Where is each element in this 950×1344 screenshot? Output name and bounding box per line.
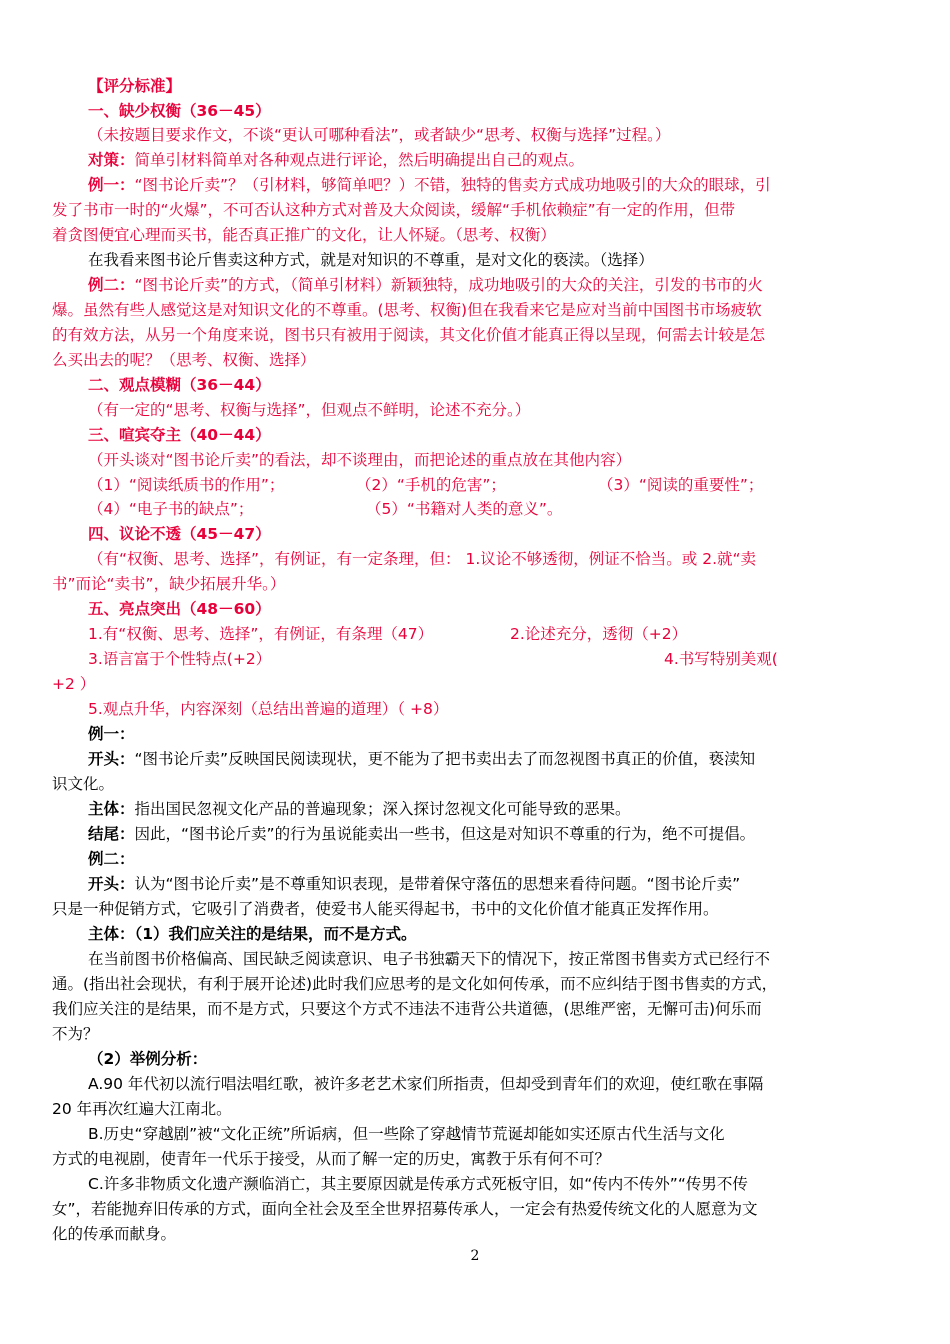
text-run: （3）“阅读的重要性”；: [598, 476, 764, 494]
text-line-ex-a-title: [88, 723, 135, 745]
text-line-s5-i2: [510, 623, 687, 645]
text-line-ex-b-title: [88, 848, 135, 870]
text-run: 一、缺少权衡（36－45）: [88, 102, 271, 120]
text-run: 例一：: [88, 725, 135, 743]
text-line-criteria-heading: [88, 75, 181, 97]
text-line-s4-note-b: [52, 573, 285, 595]
text-run: 主体：（1）我们应关注的是结果，而不是方式。: [88, 925, 417, 943]
text-line-s5-i5: [88, 698, 448, 720]
text-line-s3-title: [88, 424, 271, 446]
text-run: 2.论述充分，透彻（+2）: [510, 625, 688, 643]
text-line-ex-b-C-c: [52, 1223, 176, 1245]
text-line-ex-b-p1-a: [88, 948, 770, 970]
text-line-s1-ex1-a: [88, 174, 771, 196]
text-run: 开头：: [88, 750, 135, 768]
text-run: （2）举例分析：: [88, 1050, 208, 1068]
text-line-ex-a-body: [88, 798, 631, 820]
text-run: 主体：: [88, 800, 135, 818]
text-run: 【评分标准】: [88, 77, 182, 95]
text-run: 4.书写特别美观(: [664, 650, 778, 668]
text-line-s1-ex2-b: [52, 299, 762, 321]
text-line-s5-i4: [664, 648, 778, 670]
text-run: 我们应关注的是结果，而不是方式，只要这个方式不违法不违背公共道德，(思维严密，无懈可击)何乐而: [52, 1000, 762, 1018]
page-number: 2: [470, 1248, 480, 1264]
text-run: （4）“电子书的缺点”；: [88, 500, 254, 518]
text-run: 20 年再次红遍大江南北。: [52, 1100, 232, 1118]
text-line-s3-i3: [598, 474, 763, 496]
text-line-s1-ex1-b: [52, 199, 735, 221]
text-line-s3-i1: [88, 474, 284, 496]
text-run: C.许多非物质文化遗产濒临消亡，其主要原因就是传承方式死板守旧，如“传内不传外”“传男不传: [88, 1175, 748, 1193]
text-run: 么买出去的呢？（思考、权衡、选择）: [52, 351, 316, 369]
text-run: 只是一种促销方式，它吸引了消费者，使爱书人能买得起书，书中的文化价值才能真正发挥作用。: [52, 900, 719, 918]
text-run: 因此，“图书论斤卖”的行为虽说能卖出一些书，但这是对知识不尊重的行为，绝不可提倡。: [134, 825, 756, 843]
text-run: 化的传承而献身。: [52, 1225, 177, 1243]
text-run: 开头：: [88, 875, 135, 893]
text-run: 发了书市一时的“火爆”，不可否认这种方式对普及大众阅读，缓解“手机依赖症”有一定的作用，但带: [52, 201, 736, 219]
text-run: “图书论斤卖”反映国民阅读现状，更不能为了把书卖出去了而忽视图书真正的价值，亵渎知: [134, 750, 756, 768]
text-line-s3-i5: [366, 498, 562, 520]
text-run: 方式的电视剧，使青年一代乐于接受，从而了解一定的历史，寓教于乐有何不可？: [52, 1150, 611, 1168]
text-run: （未按题目要求作文，不谈“更认可哪种看法”，或者缺少“思考、权衡与选择”过程。）: [88, 126, 671, 144]
text-run: （2）“手机的危害”；: [356, 476, 506, 494]
text-run: （5）“书籍对人类的意义”。: [366, 500, 563, 518]
text-run: 女”，若能抛弃旧传承的方式，面向全社会及至全世界招募传承人，一定会有热爱传统文化的人愿意为文: [52, 1200, 758, 1218]
text-run: 1.有“权衡、思考、选择”，有例证，有条理（47）: [88, 625, 434, 643]
text-run: 在当前图书价格偏高、国民缺乏阅读意识、电子书独霸天下的情况下，按正常图书售卖方式已经行不: [88, 950, 771, 968]
text-run: 二、观点模糊（36－44）: [88, 376, 271, 394]
text-line-ex-b-p1-b: [52, 973, 777, 995]
text-line-s2-title: [88, 374, 271, 396]
text-run: 结尾：: [88, 825, 135, 843]
text-line-s1-ex2-a: [88, 274, 763, 296]
text-line-ex-b-p1-c: [52, 998, 762, 1020]
text-run: 的有效方法，从另一个角度来说，图书只有被用于阅读，其文化价值才能真正得以呈现，何需去计较是怎: [52, 326, 766, 344]
text-line-ex-b-open-a: [88, 873, 740, 895]
text-run: +2 ）: [52, 675, 96, 693]
text-run: 通。(指出社会现状，有利于展开论述)此时我们应思考的是文化如何传承，而不应纠结于图书售卖的方式，: [52, 975, 778, 993]
text-run: （有“权衡、思考、选择”，有例证，有一定条理，但： 1.议论不够透彻，例证不恰当。或 2.就“卖: [88, 550, 757, 568]
text-run: 五、亮点突出（48－60）: [88, 600, 271, 618]
text-line-ex-b-B-a: [88, 1123, 725, 1145]
text-line-s1-ex1-d: [88, 249, 654, 271]
text-run: 例二：: [88, 850, 135, 868]
text-run: 5.观点升华，内容深刻（总结出普遍的道理）（ +8）: [88, 700, 449, 718]
text-line-s1-ex2-d: [52, 349, 316, 371]
text-run: 在我看来图书论斤售卖这种方式，就是对知识的不尊重，是对文化的亵渎。（选择）: [88, 251, 654, 269]
text-line-s1-ex2-c: [52, 324, 765, 346]
text-line-s3-i4: [88, 498, 253, 520]
text-run: 书”而论“卖书”，缺少拓展升华。）: [52, 575, 286, 593]
text-run: （有一定的“思考、权衡与选择”，但观点不鲜明，论述不充分。）: [88, 401, 531, 419]
text-run: 3.语言富于个性特点(+2）: [88, 650, 272, 668]
text-run: 着贪图便宜心理而买书，能否真正推广的文化，让人怀疑。（思考、权衡）: [52, 226, 556, 244]
text-line-ex-b-open-b: [52, 898, 719, 920]
text-line-s5-i4-b: [52, 673, 95, 695]
text-run: 三、喧宾夺主（40－44）: [88, 426, 271, 444]
text-line-s3-note: [88, 449, 631, 471]
text-run: A.90 年代初以流行唱法唱红歌，被许多老艺术家们所指责，但却受到青年们的欢迎，使红歌在事隔: [88, 1075, 764, 1093]
text-run: （1）“阅读纸质书的作用”；: [88, 476, 285, 494]
text-line-ex-b-body-2: [88, 1048, 207, 1070]
text-line-s4-note-a: [88, 548, 756, 570]
text-run: 不为？: [52, 1025, 99, 1043]
text-run: 四、议论不透（45－47）: [88, 525, 271, 543]
text-line-ex-a-end: [88, 823, 755, 845]
text-line-s5-i1: [88, 623, 433, 645]
text-line-ex-b-C-b: [52, 1198, 758, 1220]
text-line-ex-b-A-a: [88, 1073, 763, 1095]
text-run: 对策：: [88, 151, 135, 169]
text-run: B.历史“穿越剧”被“文化正统”所诟病，但一些除了穿越情节荒诞却能如实还原古代生活与文化: [88, 1125, 725, 1143]
text-run: “图书论斤卖”的方式，（简单引材料）新颖独特，成功地吸引的大众的关注，引发的书市的火: [134, 276, 763, 294]
text-run: 爆。虽然有些人感觉这是对知识文化的不尊重。(思考、权衡)但在我看来它是应对当前中国图书市场疲软: [52, 301, 762, 319]
text-line-s1-strategy: [88, 149, 584, 171]
text-run: 例二：: [88, 276, 135, 294]
text-line-ex-a-open-a: [88, 748, 755, 770]
text-run: 指出国民忽视文化产品的普遍现象；深入探讨忽视文化可能导致的恶果。: [134, 800, 631, 818]
text-line-ex-b-p1-d: [52, 1023, 99, 1045]
text-line-s1-title: [88, 100, 271, 122]
text-line-s2-note: [88, 399, 530, 421]
text-line-ex-b-body-h: [88, 923, 417, 945]
text-line-s4-title: [88, 523, 271, 545]
text-run: 认为“图书论斤卖”是不尊重知识表现，是带着保守落伍的思想来看待问题。“图书论斤卖”: [134, 875, 741, 893]
text-run: 识文化。: [52, 775, 115, 793]
text-line-s1-note: [88, 124, 670, 146]
text-line-s3-i2: [356, 474, 506, 496]
text-line-ex-b-B-b: [52, 1148, 610, 1170]
text-line-s5-i3: [88, 648, 271, 670]
text-line-ex-a-open-b: [52, 773, 114, 795]
text-run: （开头谈对“图书论斤卖”的看法，却不谈理由，而把论述的重点放在其他内容）: [88, 451, 632, 469]
text-line-ex-b-C-a: [88, 1173, 748, 1195]
text-line-ex-b-A-b: [52, 1098, 232, 1120]
text-run: “图书论斤卖”？（引材料，够简单吧？）不错，独特的售卖方式成功地吸引的大众的眼球，引: [134, 176, 771, 194]
text-run: 简单引材料简单对各种观点进行评论，然后明确提出自己的观点。: [134, 151, 585, 169]
text-run: 例一：: [88, 176, 135, 194]
text-line-s1-ex1-c: [52, 224, 556, 246]
text-line-s5-title: [88, 598, 271, 620]
